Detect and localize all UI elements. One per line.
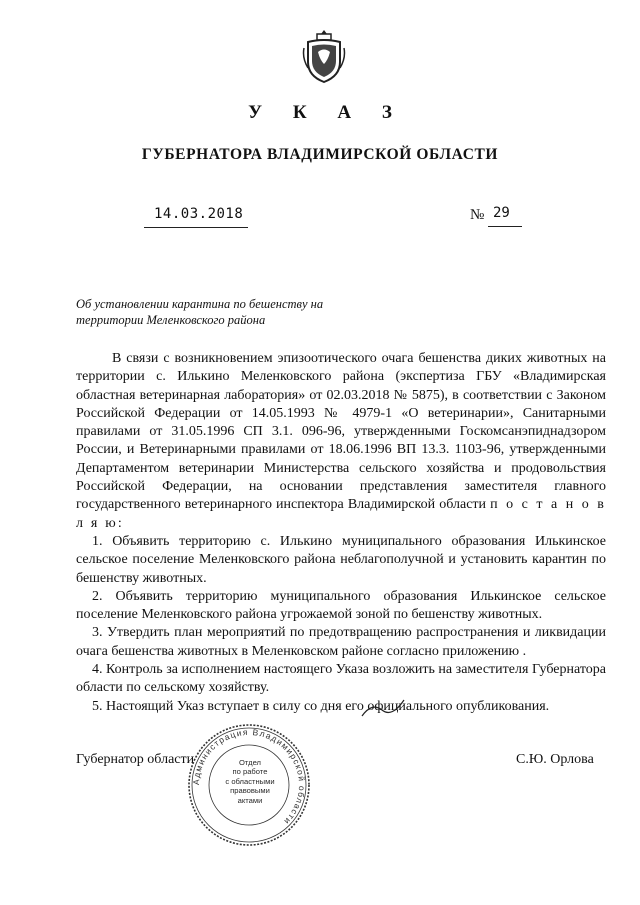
- stamp-line: Отдел: [239, 758, 261, 767]
- stamp-line: по работе: [232, 767, 268, 777]
- decree-number: 29: [493, 205, 510, 221]
- document-title: У К А З: [248, 102, 405, 123]
- document-subtitle: ГУБЕРНАТОРА ВЛАДИМИРСКОЙ ОБЛАСТИ: [141, 146, 499, 163]
- number-underline: [488, 226, 522, 227]
- decree-date: 14.03.2018: [154, 206, 244, 222]
- decree-item-5: 5. Настоящий Указ вступает в силу со дня его официального опубликования.: [92, 698, 550, 714]
- date-underline: [144, 227, 248, 228]
- decree-word: п о с т а н о в л я ю:: [76, 497, 607, 531]
- decree-body: [76, 350, 606, 716]
- stamp-inner-text: [219, 758, 281, 805]
- stamp-line: правовыми: [230, 786, 270, 796]
- decree-item-3: 3. Утвердить план мероприятий по предотвращению распространения и ликвидации очага бешенства животных в Меленковском районе согласно приложению .: [76, 625, 606, 659]
- decree-item-2: 2. Объявить территорию муниципального образования Илькинское сельское поселение Меленковского района угрожаемой зоной по бешенству животных.: [76, 588, 606, 623]
- decree-item-4: 4. Контроль за исполнением настоящего Указа возложить на заместителя Губернатора области по сельскому хозяйству.: [76, 662, 606, 696]
- preamble-paragraph: [76, 350, 606, 533]
- handwritten-mark-icon: [360, 698, 406, 720]
- signature-name: С.Ю. Орлова: [516, 752, 594, 767]
- signature-position: Губернатор области: [76, 752, 195, 767]
- number-label: №: [470, 207, 485, 223]
- decree-item-1: 1. Объявить территорию с. Илькино муниципального образования Илькинское сельское поселение Меленковского района неблагополучной и установить карантин по бешенству животных.: [76, 533, 606, 586]
- decree-subject: Об установлении карантина по бешенству на территории Меленковского района: [76, 297, 324, 327]
- stamp-line: актами: [237, 795, 263, 805]
- stamp-line: с областными: [225, 776, 275, 786]
- coat-of-arms-icon: [302, 28, 346, 84]
- stamp-ring-text: Администрация Владимирской области: [190, 726, 308, 828]
- preamble-text: В связи с возникновением эпизоотического очага бешенства диких животных на территории с. Илькино Меленковского района (экспертиза ГБУ «Владимирская областная ветеринарная лаборатория» от 02.03.2018 № 5875), в соответствии с Законом Российской Федерации от 14.05.1993 № 4979-1 «О ветеринарии», Санитарными правилами от 31.05.1996 СП 3.1. 096-96, утвержденными Госкомсанэпиднадзором России, и Ветеринарными правилами от 18.06.1996 ВП 13.3. 1103-96, утвержденными Департаментом ветеринарии Министерства сельского хозяйства и продовольствия Российской Федерации, на основании представления заместителя главного государственного ветеринарного инспектора Владимирской области: [76, 351, 606, 513]
